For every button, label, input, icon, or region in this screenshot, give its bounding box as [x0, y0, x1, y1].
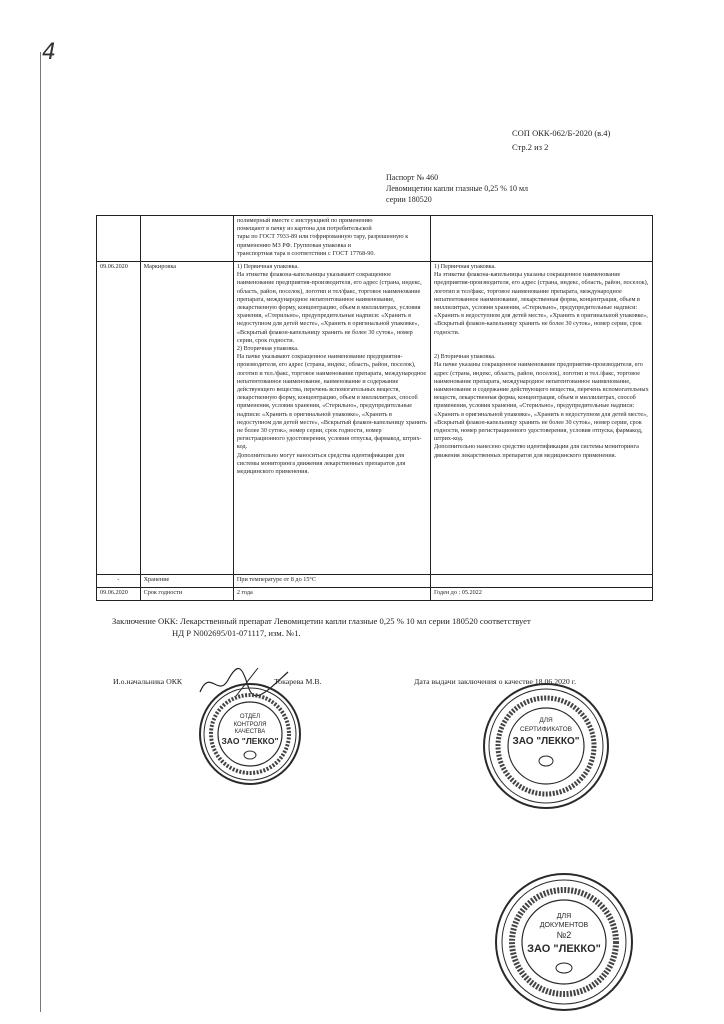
result-cell: 1) Первичная упаковка. На этикетке флакона-капельницы указаны сокращенное наименование предприятия-производителя, его адрес (страна, индекс, область, район, поселок), логотип и тел/факс, торговое наименование препарата, международное непатентованное наименование, лекарственная форма, концентрация, объем в миллилитрах, условия хранения, «Стерильно», предупредительные надписи: «Хранить в недоступном для детей месте», «Хранить в оригинальной упаковке», «Вскрытый флакон-капельницу хранить не более 30 суток», номер серии, срок годности. 2) Вторичная упаковка. На пачке указаны сокращенное наименование предприятия-производителя, его адрес (страна, индекс, область, район, поселок), логотип и тел./факс, торговое наименование препарата, международное непатентованное наименование, наименование и содержание действующего вещества, перечень вспомогательных веществ, лекарственная форма, концентрация, объем в миллилитрах, способ применения, условия хранения, «Стерильно», предупредительные надписи: «Хранить в оригинальной упаковке», «Хранить в недоступном для детей месте», «Вскрытый флакон-капельницу хранить не более 30 суток», номер серии, срок годности, номер регистрационного удостоверения, условия отпуска, фармакод, штрих-код. Дополнительно нанесено средство идентификации для системы мониторинга движения лекарственных препаратов для медицинского применения.	[430, 262, 652, 575]
result-cell: Годен до : 05.2022	[430, 588, 652, 601]
passport-header	[386, 172, 528, 205]
stamp-certificates	[482, 682, 610, 810]
row-name: Хранение	[140, 575, 233, 588]
table-cell	[97, 216, 141, 262]
table-row	[97, 588, 653, 601]
conclusion-line-1: Заключение ОКК: Лекарственный препарат Левомицетин капли глазные 0,25 % 10 мл серии 180520 соответствует	[112, 616, 531, 626]
svg-text:ДЛЯ: ДЛЯ	[539, 717, 553, 724]
svg-text:ЗАО "ЛЕККО": ЗАО "ЛЕККО"	[527, 943, 601, 955]
passport-series: серии 180520	[386, 195, 432, 204]
svg-text:КАЧЕСТВА: КАЧЕСТВА	[234, 729, 266, 735]
page-counter: Стр.2 из 2	[512, 142, 549, 152]
requirement-cell: При температуре от 8 до 15°С	[233, 575, 430, 588]
svg-text:№2: №2	[556, 930, 572, 940]
table-cell	[430, 216, 652, 262]
svg-text:СЕРТИФИКАТОВ: СЕРТИФИКАТОВ	[519, 726, 573, 733]
requirement-cell: 1) Первичная упаковка. На этикетке флакона-капельницы указывают сокращенное наименование предприятия-производителя, его адрес (страна, индекс, область, район, поселок), логотип и тел/факс, торговое наименование препарата, международное непатентованное наименование, лекарственную форму, концентрацию, объем в миллилитрах, условия хранения, «Стерильно», предупредительные надписи: «Хранить в недоступном для детей месте», «Хранить в оригинальной упаковке», «Вскрытый флакон-капельницу хранить не более 30 суток», номер серии, срок годности. 2) Вторичная упаковка. На пачке указывают сокращенное наименование предприятия-производителя, его адрес (страна, индекс, область, район, поселок), логотип и тел./факс, торговое наименование препарата, международное непатентованное наименование, наименование и содержание действующего вещества, перечень вспомогательных веществ, лекарственную форму, концентрацию, объем в миллилитрах, способ применения, условия хранения, «Стерильно», предупредительные надписи: «Хранить в оригинальной упаковке», «Хранить в недоступном для детей месте», «Вскрытый флакон-капельницу хранить не более 30 суток», номер серии, срок годности, номер регистрационного удостоверения, условия отпуска, фармакод, штрих-код. Дополнительно могут наноситься средства идентификации для системы мониторинга движения лекарственных препаратов для медицинского применения.	[233, 262, 430, 575]
quality-table	[96, 215, 653, 601]
table-row	[97, 216, 653, 262]
result-cell	[430, 575, 652, 588]
row-date: 09.06.2020	[97, 262, 141, 575]
stamp-documents	[494, 872, 634, 1012]
passport-title: Паспорт № 460	[386, 173, 439, 182]
svg-text:ОТДЕЛ: ОТДЕЛ	[239, 714, 261, 720]
svg-text:ЗАО "ЛЕККО": ЗАО "ЛЕККО"	[221, 736, 279, 746]
svg-text:ДОКУМЕНТОВ: ДОКУМЕНТОВ	[539, 922, 589, 929]
head-name: Токарева М.В.	[274, 677, 322, 686]
svg-text:КОНТРОЛЯ: КОНТРОЛЯ	[233, 722, 267, 728]
passport-product: Левомицетин капли глазные 0,25 % 10 мл	[386, 184, 528, 193]
row-date: -	[97, 575, 141, 588]
row-name: Маркировка	[140, 262, 233, 575]
row-date: 09.06.2020	[97, 588, 141, 601]
conclusion-line-2: НД Р N002695/01-071117, изм. №1.	[172, 628, 301, 638]
stamp-okk	[198, 682, 302, 786]
table-row	[97, 262, 653, 575]
scan-edge-line	[40, 52, 41, 1012]
svg-text:ЗАО "ЛЕККО": ЗАО "ЛЕККО"	[512, 736, 580, 747]
continuation-cell: полимерный вместе с инструкцией по применению помещают в пачку из картона для потребительской тары по ГОСТ 7933-89 или гофрированную тару, разрешенную к применению МЗ РФ. Групповая упаковка и транспортная тара в соответствии с ГОСТ 17768-90.	[233, 216, 430, 262]
conclusion	[112, 615, 632, 639]
svg-text:ДЛЯ: ДЛЯ	[556, 913, 572, 920]
table-row	[97, 575, 653, 588]
doc-code: СОП ОКК-062/Б-2020 (в.4)	[512, 128, 611, 138]
head-title: И.о.начальника ОКК	[113, 677, 183, 686]
issue-date: Дата выдачи заключения о качестве 18.06.2020 г.	[414, 677, 577, 686]
table-cell	[140, 216, 233, 262]
requirement-cell: 2 года	[233, 588, 430, 601]
page-number-handwritten: 4	[42, 40, 56, 65]
row-name: Срок годности	[140, 588, 233, 601]
